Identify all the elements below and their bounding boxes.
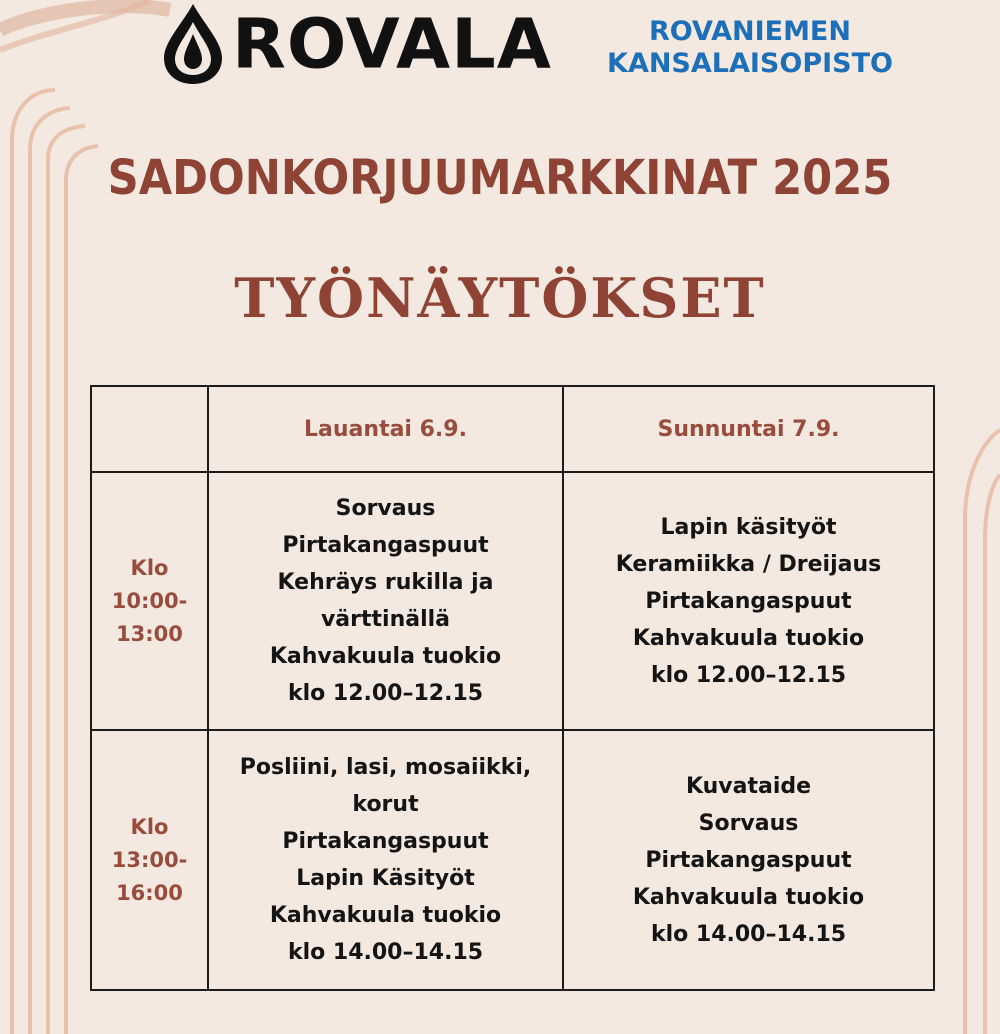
schedule-table (90, 385, 935, 991)
corner-arc (0, 6, 170, 30)
rovala-logo (160, 2, 552, 86)
empty-corner-cell (91, 386, 208, 472)
left-arch-line (48, 126, 85, 1034)
activity-cell-sunday: Kuvataide Sorvaus Pirtakangaspuut Kahvakuula tuokio klo 14.00–14.15 (563, 730, 934, 990)
day-header-saturday: Lauantai 6.9. (208, 386, 563, 472)
drop-logo-icon (160, 2, 226, 86)
right-arch-line (985, 475, 1000, 1034)
table-row (91, 472, 934, 730)
table-row (91, 730, 934, 990)
partner-line-1: ROVANIEMEN (649, 16, 851, 47)
activity-cell-saturday: Sorvaus Pirtakangaspuut Kehräys rukilla ja värttinällä Kahvakuula tuokio klo 12.00–12.15 (208, 472, 563, 730)
page-title: SADONKORJUUMARKKINAT 2025 (107, 150, 893, 206)
time-cell: Klo 13:00- 16:00 (91, 730, 208, 990)
time-cell: Klo 10:00- 13:00 (91, 472, 208, 730)
left-arch-line (30, 108, 70, 1034)
day-header-sunday: Sunnuntai 7.9. (563, 386, 934, 472)
rovala-wordmark: ROVALA (232, 3, 552, 85)
activity-cell-saturday: Posliini, lasi, mosaiikki, korut Pirtakangaspuut Lapin Käsityöt Kahvakuula tuokio klo 14.00–14.15 (208, 730, 563, 990)
kansalaisopisto-logo (580, 16, 920, 80)
left-arch-line (12, 90, 55, 1034)
activity-cell-sunday: Lapin käsityöt Keramiikka / Dreijaus Pirtakangaspuut Kahvakuula tuokio klo 12.00–12.15 (563, 472, 934, 730)
page-subtitle: TYÖNÄYTÖKSET (234, 266, 766, 330)
table-header-row (91, 386, 934, 472)
right-arch-line (965, 430, 1000, 1034)
partner-line-2: KANSALAISOPISTO (607, 48, 893, 79)
